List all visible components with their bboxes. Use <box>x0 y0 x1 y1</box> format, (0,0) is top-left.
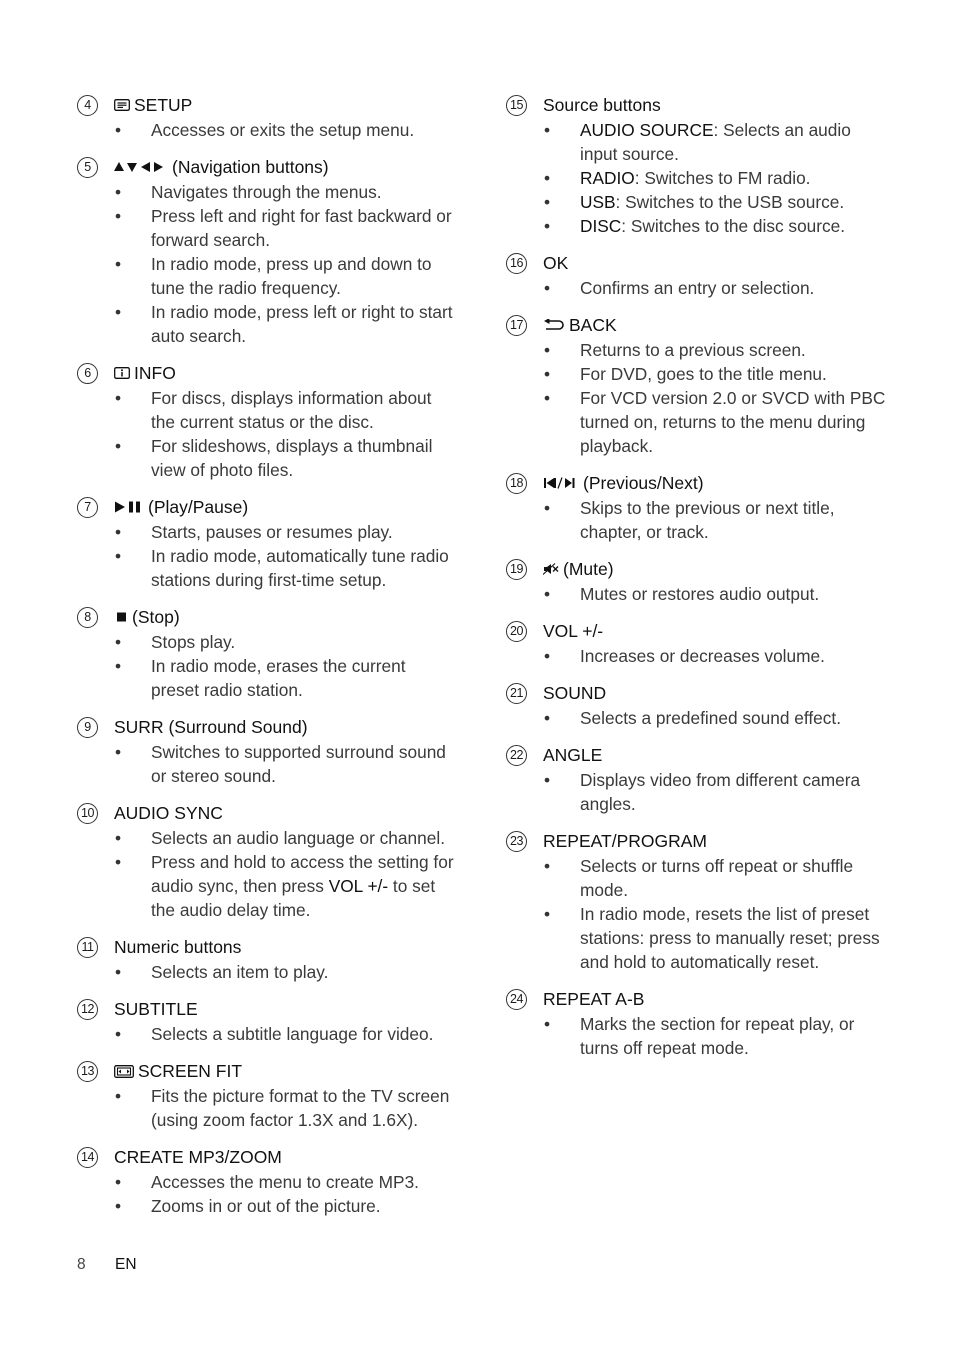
item-heading <box>77 714 457 740</box>
item-9 <box>77 714 457 788</box>
bullet-item <box>77 654 457 702</box>
bullet-list <box>77 1170 457 1218</box>
item-number-badge: 17 <box>506 315 527 336</box>
language-code: EN <box>115 1256 137 1273</box>
item-number-badge: 5 <box>77 157 98 178</box>
item-heading <box>506 828 886 854</box>
page-footer <box>77 1256 137 1274</box>
term-label: RADIO <box>580 168 635 188</box>
bullet-list <box>506 706 886 730</box>
bullet-list <box>506 338 886 458</box>
item-title: OK <box>543 252 569 273</box>
bullet-item <box>506 214 886 238</box>
bullet-text: Press left and right for fast backward or forward search. <box>151 206 452 250</box>
bullet-text: : Switches to FM radio. <box>634 168 811 188</box>
item-14 <box>77 1144 457 1218</box>
bullet-item <box>77 630 457 654</box>
item-16 <box>506 250 886 300</box>
bullet-item <box>77 850 457 922</box>
bullet-text: Displays video from different camera angles. <box>580 770 861 814</box>
bullet-list <box>77 180 457 348</box>
item-heading <box>77 92 457 118</box>
bullet-item <box>77 960 457 984</box>
item-title: (Stop) <box>132 606 180 627</box>
bullet-text: Zooms in or out of the picture. <box>151 1196 381 1216</box>
bullet-item <box>506 644 886 668</box>
item-number-badge: 10 <box>77 803 98 824</box>
item-number-badge: 8 <box>77 607 98 628</box>
bullet-text: Accesses the menu to create MP3. <box>151 1172 419 1192</box>
bullet-item <box>506 582 886 606</box>
item-title: Numeric buttons <box>114 936 242 957</box>
bullet-item <box>77 1170 457 1194</box>
item-heading <box>506 92 886 118</box>
item-title: INFO <box>134 362 176 383</box>
bullet-item <box>77 204 457 252</box>
item-heading <box>77 154 457 180</box>
item-heading <box>77 494 457 520</box>
bullet-list <box>77 520 457 592</box>
item-18 <box>506 470 886 544</box>
item-11 <box>77 934 457 984</box>
item-title: VOL +/- <box>543 620 604 641</box>
bullet-text: Fits the picture format to the TV screen (using zoom factor 1.3X and 1.6X). <box>151 1086 450 1130</box>
item-title: Source buttons <box>543 94 661 115</box>
bullet-text: Confirms an entry or selection. <box>580 278 815 298</box>
bullet-text: In radio mode, erases the current preset radio station. <box>151 656 406 700</box>
item-heading <box>77 360 457 386</box>
bullet-text: Press and hold to access the setting for audio sync, then press <box>151 852 454 896</box>
bullet-list <box>506 118 886 238</box>
item-title: (Previous/Next) <box>583 472 704 493</box>
item-heading <box>77 800 457 826</box>
bullet-text: In radio mode, automatically tune radio stations during first-time setup. <box>151 546 449 590</box>
item-number-badge: 4 <box>77 95 98 116</box>
bullet-text: Starts, pauses or resumes play. <box>151 522 393 542</box>
item-22 <box>506 742 886 816</box>
item-number-badge: 15 <box>506 95 527 116</box>
item-title: BACK <box>569 314 617 335</box>
bullet-item <box>77 300 457 348</box>
bullet-text: Selects an item to play. <box>151 962 329 982</box>
item-number-badge: 9 <box>77 717 98 738</box>
item-number-badge: 16 <box>506 253 527 274</box>
navigation-arrows-icon <box>114 161 168 173</box>
bullet-text: Switches to supported surround sound or stereo sound. <box>151 742 446 786</box>
item-heading <box>506 556 886 582</box>
bullet-list <box>506 644 886 668</box>
item-heading <box>506 680 886 706</box>
item-number-badge: 20 <box>506 621 527 642</box>
bullet-text: For slideshows, displays a thumbnail view of photo files. <box>151 436 433 480</box>
item-number-badge: 12 <box>77 999 98 1020</box>
item-heading <box>506 250 886 276</box>
bullet-item <box>506 276 886 300</box>
stop-icon <box>114 611 128 623</box>
bullet-list <box>506 276 886 300</box>
bullet-item <box>506 166 886 190</box>
bullet-list <box>506 1012 886 1060</box>
item-heading <box>77 934 457 960</box>
item-heading <box>506 618 886 644</box>
bullet-list <box>77 960 457 984</box>
item-number-badge: 19 <box>506 559 527 580</box>
term-label: VOL +/- <box>328 876 389 896</box>
bullet-list <box>77 826 457 922</box>
item-title: SOUND <box>543 682 607 703</box>
item-number-badge: 23 <box>506 831 527 852</box>
bullet-item <box>506 190 886 214</box>
bullet-item <box>506 1012 886 1060</box>
bullet-item <box>506 118 886 166</box>
bullet-item <box>506 362 886 386</box>
term-label: DISC <box>580 216 622 236</box>
item-15 <box>506 92 886 238</box>
bullet-text: For discs, displays information about the current status or the disc. <box>151 388 432 432</box>
bullet-item <box>77 826 457 850</box>
bullet-text: Navigates through the menus. <box>151 182 382 202</box>
bullet-text: Marks the section for repeat play, or turns off repeat mode. <box>580 1014 855 1058</box>
item-6 <box>77 360 457 482</box>
item-title: (Navigation buttons) <box>172 156 329 177</box>
previous-next-icon <box>543 477 579 489</box>
bullet-text: Selects a subtitle language for video. <box>151 1024 434 1044</box>
bullet-item <box>77 252 457 300</box>
item-20 <box>506 618 886 668</box>
item-number-badge: 11 <box>77 937 98 958</box>
item-number-badge: 14 <box>77 1147 98 1168</box>
bullet-list <box>77 118 457 142</box>
term-label: USB <box>580 192 616 212</box>
bullet-item <box>77 1194 457 1218</box>
bullet-text: Returns to a previous screen. <box>580 340 806 360</box>
bullet-item <box>77 740 457 788</box>
item-title: (Mute) <box>563 558 614 579</box>
item-title: AUDIO SYNC <box>114 802 223 823</box>
item-number-badge: 24 <box>506 989 527 1010</box>
bullet-text: Accesses or exits the setup menu. <box>151 120 415 140</box>
bullet-list <box>506 582 886 606</box>
bullet-text: Selects an audio language or channel. <box>151 828 446 848</box>
bullet-item <box>506 902 886 974</box>
item-7 <box>77 494 457 592</box>
item-heading <box>77 996 457 1022</box>
bullet-text: : Selects an audio input source. <box>580 120 851 164</box>
back-arrow-icon <box>543 319 565 331</box>
item-21 <box>506 680 886 730</box>
bullet-item <box>77 180 457 204</box>
bullet-list <box>77 1084 457 1132</box>
setup-icon <box>114 99 130 111</box>
item-17 <box>506 312 886 458</box>
item-title: SURR (Surround Sound) <box>114 716 308 737</box>
item-heading <box>506 312 886 338</box>
bullet-list <box>506 854 886 974</box>
item-number-badge: 13 <box>77 1061 98 1082</box>
item-heading <box>506 986 886 1012</box>
bullet-text: Selects a predefined sound effect. <box>580 708 841 728</box>
bullet-text: In radio mode, resets the list of preset stations: press to manually reset; press and hold to automatically reset. <box>580 904 880 972</box>
item-number-badge: 18 <box>506 473 527 494</box>
page-number: 8 <box>77 1256 86 1273</box>
bullet-text: Increases or decreases volume. <box>580 646 825 666</box>
bullet-item <box>77 520 457 544</box>
item-title: REPEAT/PROGRAM <box>543 830 708 851</box>
item-number-badge: 22 <box>506 745 527 766</box>
item-title: SETUP <box>134 94 193 115</box>
item-10 <box>77 800 457 922</box>
item-23 <box>506 828 886 974</box>
bullet-item <box>506 338 886 362</box>
item-title: SUBTITLE <box>114 998 198 1019</box>
item-title: SCREEN FIT <box>138 1060 243 1081</box>
bullet-text: For VCD version 2.0 or SVCD with PBC turned on, returns to the menu during playback. <box>580 388 886 456</box>
bullet-item <box>506 768 886 816</box>
bullet-text: In radio mode, press up and down to tune the radio frequency. <box>151 254 432 298</box>
bullet-text: In radio mode, press left or right to start auto search. <box>151 302 453 346</box>
item-title: (Play/Pause) <box>148 496 249 517</box>
item-title: REPEAT A-B <box>543 988 645 1009</box>
item-19 <box>506 556 886 606</box>
left-column <box>77 92 457 1230</box>
bullet-item <box>77 1084 457 1132</box>
bullet-list <box>77 630 457 702</box>
bullet-text: to set the audio delay time. <box>151 876 436 920</box>
bullet-text: Skips to the previous or next title, chapter, or track. <box>580 498 835 542</box>
item-heading <box>506 742 886 768</box>
bullet-list <box>506 496 886 544</box>
bullet-list <box>77 386 457 482</box>
play-pause-icon <box>114 501 144 513</box>
bullet-item <box>506 854 886 902</box>
item-number-badge: 7 <box>77 497 98 518</box>
term-label: AUDIO SOURCE <box>580 120 714 140</box>
bullet-text: Selects or turns off repeat or shuffle mode. <box>580 856 854 900</box>
info-icon <box>114 367 130 379</box>
bullet-item <box>77 434 457 482</box>
bullet-list <box>77 1022 457 1046</box>
item-5 <box>77 154 457 348</box>
bullet-item <box>506 496 886 544</box>
item-13 <box>77 1058 457 1132</box>
item-heading <box>506 470 886 496</box>
bullet-item <box>506 386 886 458</box>
item-title: ANGLE <box>543 744 603 765</box>
bullet-text: Mutes or restores audio output. <box>580 584 820 604</box>
right-column <box>506 92 886 1072</box>
bullet-text: : Switches to the disc source. <box>621 216 846 236</box>
bullet-text: For DVD, goes to the title menu. <box>580 364 827 384</box>
item-heading <box>77 1144 457 1170</box>
screen-fit-icon <box>114 1065 134 1078</box>
item-heading <box>77 604 457 630</box>
bullet-item <box>77 118 457 142</box>
bullet-item <box>77 544 457 592</box>
bullet-item <box>506 706 886 730</box>
item-24 <box>506 986 886 1060</box>
bullet-item <box>77 1022 457 1046</box>
mute-icon <box>543 563 559 575</box>
item-title: CREATE MP3/ZOOM <box>114 1146 282 1167</box>
item-4 <box>77 92 457 142</box>
item-number-badge: 6 <box>77 363 98 384</box>
item-number-badge: 21 <box>506 683 527 704</box>
bullet-text: Stops play. <box>151 632 236 652</box>
item-8 <box>77 604 457 702</box>
bullet-text: : Switches to the USB source. <box>615 192 845 212</box>
bullet-item <box>77 386 457 434</box>
bullet-list <box>506 768 886 816</box>
bullet-list <box>77 740 457 788</box>
item-12 <box>77 996 457 1046</box>
item-heading <box>77 1058 457 1084</box>
